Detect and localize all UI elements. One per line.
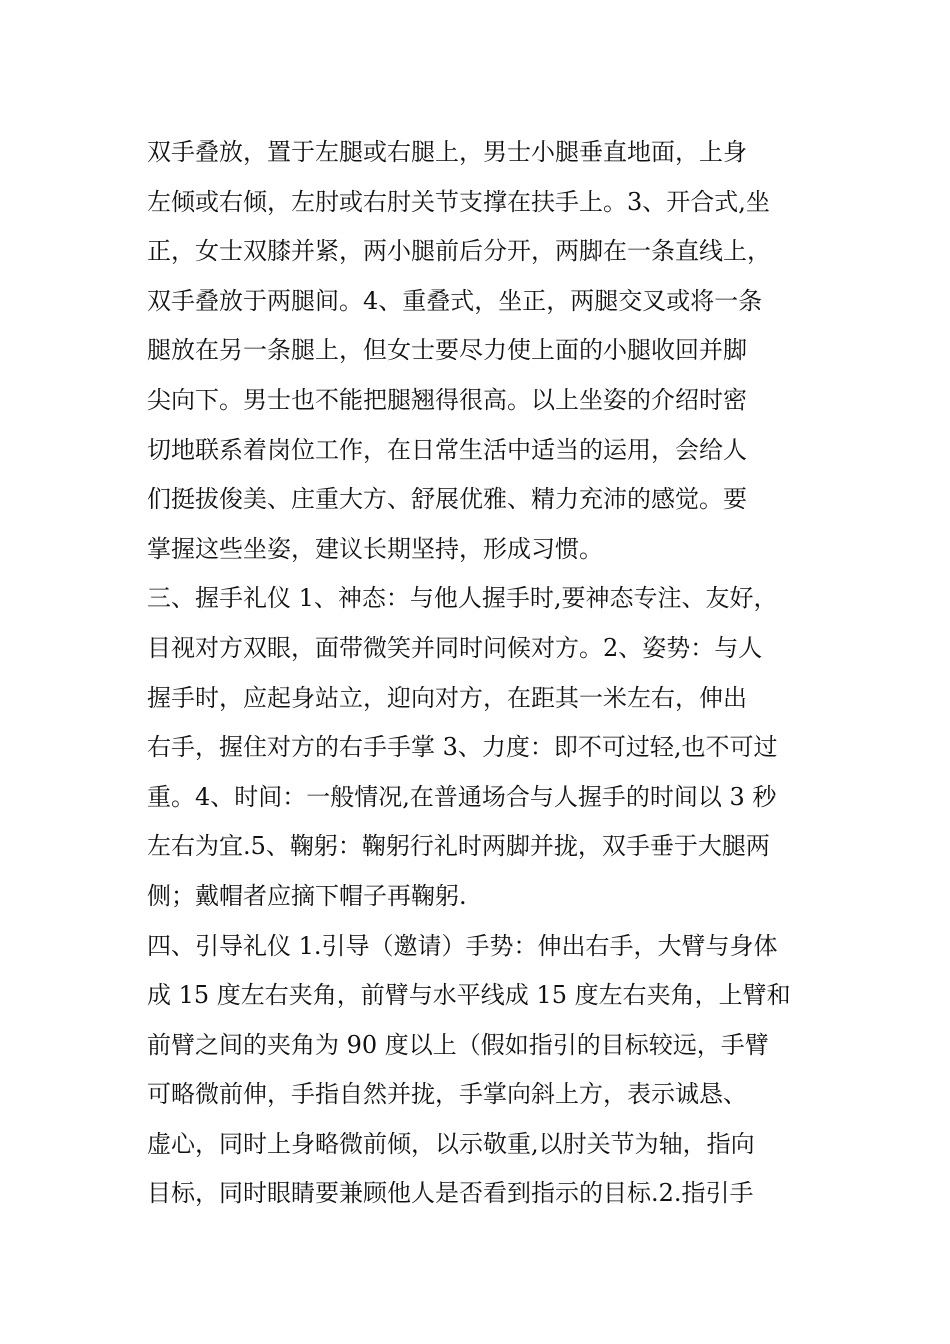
text-line: 正，女士双膝并紧，两小腿前后分开，两脚在一条直线上，	[147, 237, 771, 266]
text-line: 目视对方双眼，面带微笑并同时问候对方。2、姿势：与人	[147, 633, 763, 662]
text-line: 成 15 度左右夹角，前臂与水平线成 15 度左右夹角，上臂和	[147, 981, 791, 1010]
text-line: 双手叠放于两腿间。4、重叠式，坐正，两腿交叉或将一条	[147, 286, 763, 315]
text-line: 右手，握住对方的右手手掌 3、力度：即不可过轻,也不可过	[147, 733, 778, 762]
text-line: 腿放在另一条腿上，但女士要尽力使上面的小腿收回并脚	[147, 336, 747, 365]
text-line: 左右为宜.5、鞠躬：鞠躬行礼时两脚并拢，双手垂于大腿两	[147, 832, 770, 861]
text-line: 前臂之间的夹角为 90 度以上（假如指引的目标较远，手臂	[147, 1030, 769, 1059]
text-line: 侧；戴帽者应摘下帽子再鞠躬.	[147, 881, 467, 910]
text-line: 掌握这些坐姿，建议长期坚持，形成习惯。	[147, 534, 603, 563]
text-line: 握手时，应起身站立，迎向对方，在距其一米左右，伸出	[147, 683, 747, 712]
text-line: 们挺拔俊美、庄重大方、舒展优雅、精力充沛的感觉。要	[147, 485, 747, 514]
text-line: 目标，同时眼睛要兼顾他人是否看到指示的目标.2.指引手	[147, 1179, 754, 1208]
text-line: 双手叠放，置于左腿或右腿上，男士小腿垂直地面，上身	[147, 138, 747, 166]
text-line: 虚心，同时上身略微前倾，以示敬重,以肘关节为轴，指向	[147, 1129, 755, 1158]
body-text	[147, 128, 812, 1219]
section-heading-line: 三、握手礼仪 1、神态：与他人握手时,要神态专注、友好，	[147, 584, 778, 613]
text-line: 尖向下。男士也不能把腿翘得很高。以上坐姿的介绍时密	[147, 385, 747, 414]
section-heading-line: 四、引导礼仪 1.引导（邀请）手势：伸出右手，大臂与身体	[147, 931, 778, 960]
text-line: 可略微前伸，手指自然并拢，手掌向斜上方，表示诚恳、	[147, 1080, 747, 1109]
text-line: 切地联系着岗位工作，在日常生活中适当的运用，会给人	[147, 435, 747, 464]
text-line: 重。4、时间：一般情况,在普通场合与人握手的时间以 3 秒	[147, 782, 777, 811]
text-line: 左倾或右倾，左肘或右肘关节支撑在扶手上。3、开合式,坐	[147, 187, 770, 216]
